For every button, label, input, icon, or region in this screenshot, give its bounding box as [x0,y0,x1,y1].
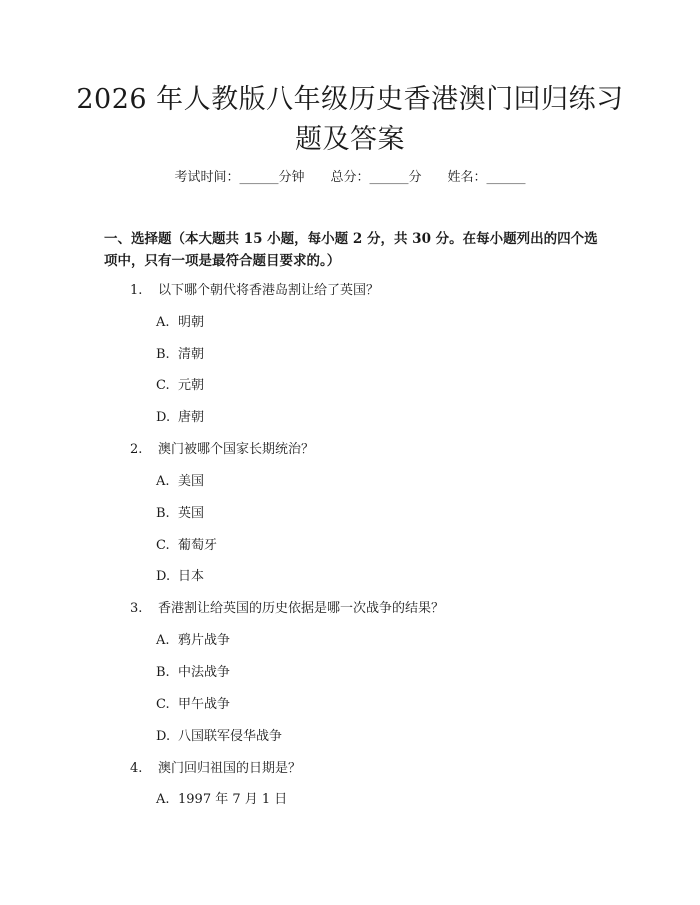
time-blank: ______ [239,170,279,185]
option-letter: B. [156,347,170,362]
section-heading-line-1: 一、选择题（本大题共 15 小题，每小题 2 分，共 30 分。在每小题列出的四个选 [104,231,598,247]
option-letter: B. [156,506,170,521]
question-number: 1. [130,283,143,298]
name-blank: ______ [486,170,526,185]
option-letter: D. [156,410,171,425]
section-heading-line-2: 项中，只有一项是最符合题目要求的。） [104,253,341,269]
option-text: 日本 [178,569,205,584]
exam-meta [0,168,700,188]
option-letter: A. [156,792,170,807]
option-letter: D. [156,569,171,584]
option-text: 清朝 [178,347,205,362]
option-letter: C. [156,538,170,553]
question-text: 澳门回归祖国的日期是？ [158,761,302,776]
page-title-line-2: 题及答案 [295,124,405,155]
score-label: 总分： [330,170,370,185]
question-number: 2. [130,442,143,457]
option-letter: A. [156,633,170,648]
option-letter: A. [156,474,170,489]
option-text: 甲午战争 [178,697,231,712]
option-letter: B. [156,665,170,680]
question-number: 4. [130,761,143,776]
question-text: 澳门被哪个国家长期统治？ [158,442,315,457]
time-unit: 分钟 [278,170,305,185]
option-letter: A. [156,315,170,330]
option-text: 元朝 [178,378,205,393]
score-blank: ______ [369,170,409,185]
option-text: 中法战争 [178,665,231,680]
option-letter: C. [156,697,170,712]
question-number: 3. [130,601,143,616]
question-text: 以下哪个朝代将香港岛割让给了英国？ [158,283,380,298]
option-letter: D. [156,729,171,744]
option-text: 1997 年 7 月 1 日 [178,792,288,807]
name-label: 姓名： [447,170,487,185]
option-text: 唐朝 [178,410,205,425]
option-text: 英国 [178,506,205,521]
option-letter: C. [156,378,170,393]
option-text: 美国 [178,474,205,489]
option-text: 葡萄牙 [178,538,218,553]
time-label: 考试时间： [174,170,240,185]
page-title-line-1: 2026 年人教版八年级历史香港澳门回归练习 [76,84,624,115]
option-text: 鸦片战争 [178,633,231,648]
question-text: 香港割让给英国的历史依据是哪一次战争的结果？ [158,601,445,616]
score-unit: 分 [408,170,422,185]
option-text: 八国联军侵华战争 [178,729,283,744]
option-text: 明朝 [178,315,205,330]
